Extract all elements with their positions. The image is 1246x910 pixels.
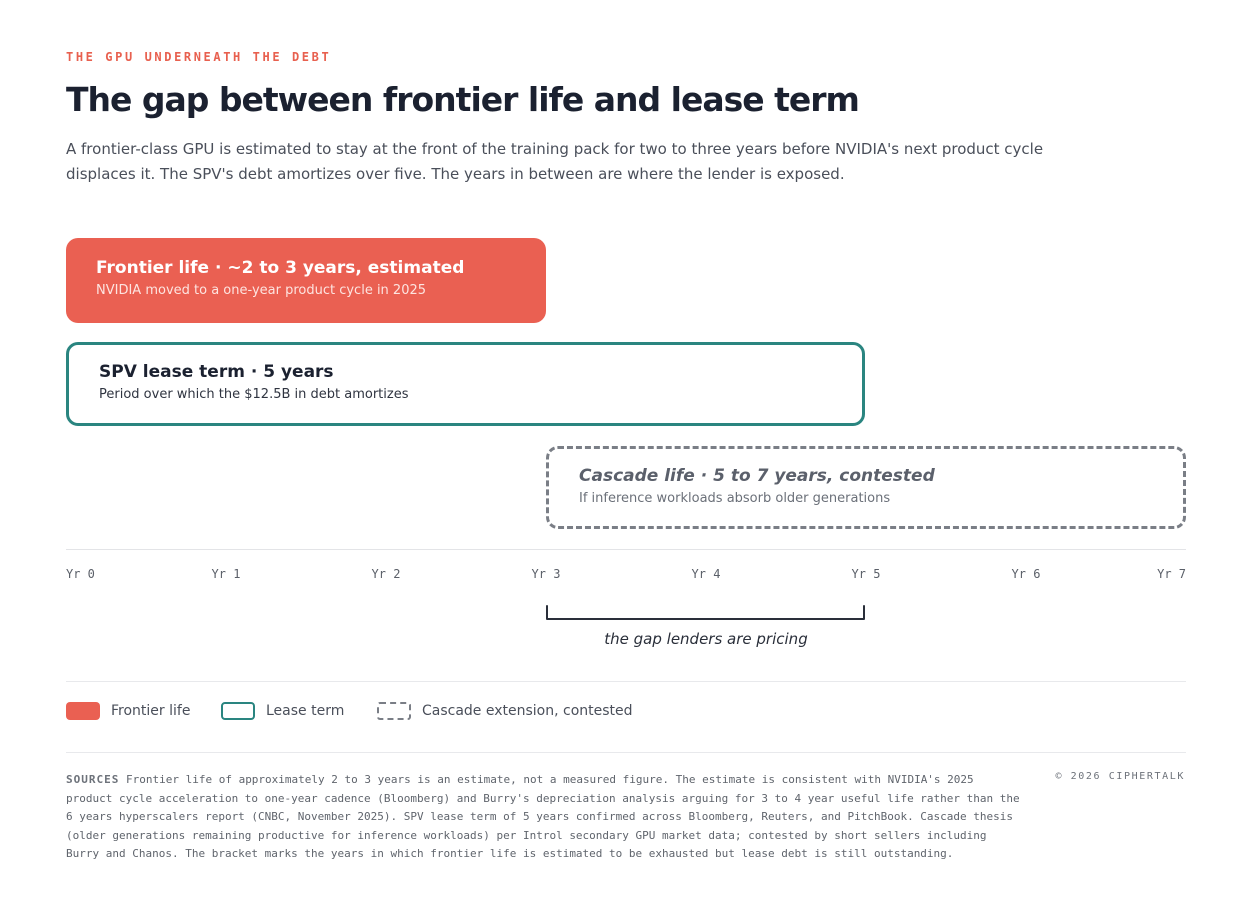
tick-label: Yr 4 — [691, 567, 721, 581]
bar-cascade-title: Cascade life · 5 to 7 years, contested — [579, 466, 935, 486]
bar-cascade-subtitle: If inference workloads absorb older generations — [579, 491, 891, 506]
legend-item-lease — [221, 702, 344, 720]
bar-frontier-life — [66, 238, 546, 323]
legend-item-frontier — [66, 702, 190, 720]
copyright: © 2026 CIPHERTALK — [1055, 771, 1185, 782]
legend-swatch-filled — [66, 702, 100, 720]
tick-label: Yr 7 — [1157, 567, 1186, 581]
page-subtitle: A frontier-class GPU is estimated to stay at the front of the training pack for two to three years before NVIDIA's next product cycle displaces it. The SPV's debt amortizes over five. The years in between are where the lender is exposed. — [66, 140, 1044, 183]
bar-lease-term — [66, 342, 865, 426]
sources-tag: SOURCES — [66, 773, 120, 786]
divider — [66, 681, 1186, 682]
tick-label: Yr 6 — [1011, 567, 1041, 581]
eyebrow-label: THE GPU UNDERNEATH THE DEBT — [66, 50, 332, 64]
legend-item-cascade — [377, 702, 633, 720]
tick-label: Yr 2 — [371, 567, 401, 581]
tick-label: Yr 1 — [211, 567, 241, 581]
bar-lease-title: SPV lease term · 5 years — [99, 362, 334, 382]
bar-lease-subtitle: Period over which the $12.5B in debt amortizes — [99, 387, 409, 402]
legend-label: Lease term — [266, 703, 345, 719]
legend-label: Frontier life — [111, 703, 191, 719]
legend-label: Cascade extension, contested — [422, 703, 633, 719]
legend-swatch-dashed — [377, 702, 411, 720]
sources-note — [66, 771, 1026, 864]
gap-bracket — [545, 604, 867, 624]
bar-cascade-life — [546, 446, 1186, 529]
bar-frontier-title: Frontier life · ~2 to 3 years, estimated — [96, 258, 465, 278]
gap-annotation-label: the gap lenders are pricing — [604, 630, 808, 648]
bar-frontier-subtitle: NVIDIA moved to a one-year product cycle in 2025 — [96, 283, 427, 298]
tick-label: Yr 5 — [851, 567, 881, 581]
sources-text: Frontier life of approximately 2 to 3 years is an estimate, not a measured figure. The estimate is consistent with NVIDIA's 2025 product cycle acceleration to one-year cadence (Bloomberg) and Burry's depreciation analysis arguing for 3 to 4 year useful life rather than the 6 years hyperscalers report (CNBC, November 2025). SPV lease term of 5 years confirmed across Bloomberg, Reuters, and PitchBook. Cascade thesis (older generations remaining productive for inference workloads) per Introl secondary GPU market data; contested by short sellers including Burry and Chanos. The bracket marks the years in which frontier life is estimated to be exhausted but lease debt is still outstanding. — [66, 773, 1020, 860]
tick-label: Yr 0 — [66, 567, 95, 581]
page-title: The gap between frontier life and lease term — [66, 80, 859, 119]
legend-swatch-outline — [221, 702, 255, 720]
divider — [66, 752, 1186, 753]
x-axis-line — [66, 549, 1186, 550]
tick-label: Yr 3 — [531, 567, 561, 581]
